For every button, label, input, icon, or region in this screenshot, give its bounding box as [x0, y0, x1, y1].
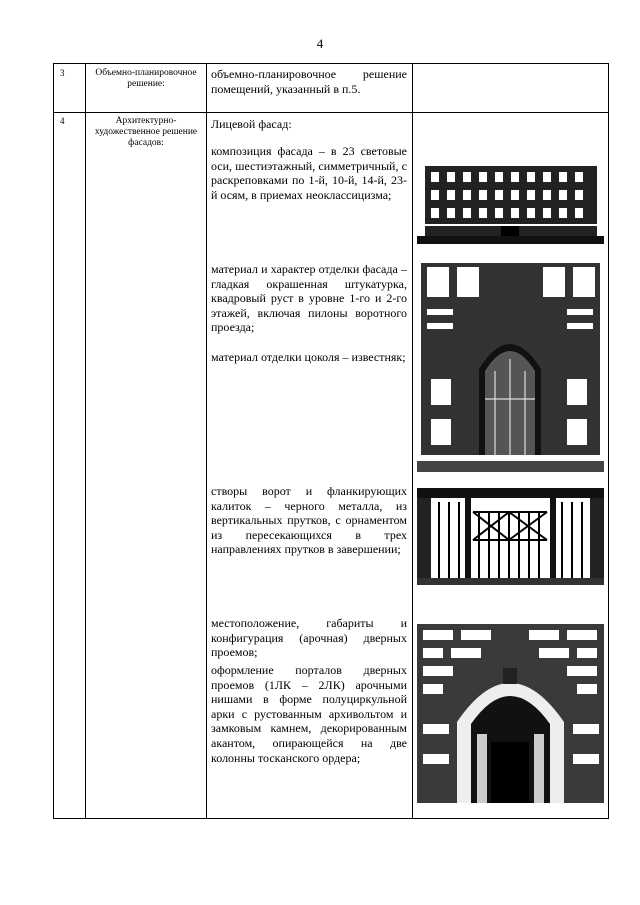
- row-label: Объемно-планировочное решение:: [95, 68, 197, 89]
- row-text: объемно-планировочное решение помещений, указанный в п.5.: [211, 67, 407, 96]
- list-item: местоположение, габариты и конфигурация (арочная) дверных проемов;: [211, 616, 407, 660]
- building-facade-photo-icon: [417, 146, 604, 244]
- iron-gate-photo-icon: [417, 488, 604, 585]
- list-item: оформление порталов дверных проемов (1ЛК – 2ЛК) арочными нишами в форме полуциркульной арки с рустованным архивольтом и замковым камнем, декорированным акантом, опирающейся на две колонны тосканского ордера;: [211, 663, 407, 765]
- list-item: композиция фасада – в 23 световые оси, шестиэтажный, симметричный, с раскреповками по 1-й, 10-й, 14-й, 23-й осям, в приемах неоклассицизма;: [211, 144, 407, 202]
- list-item: материал отделки цоколя – известняк;: [211, 350, 406, 364]
- list-item: материал и характер отделки фасада – гладкая окрашенная штукатурка, квадровый руст в уровне 1-го и 2-го этажей, включая пилоны воротного проезда;: [211, 262, 407, 335]
- row-number: 3: [60, 68, 65, 78]
- arched-portal-photo-icon: [417, 624, 604, 803]
- table-divider: [412, 63, 413, 819]
- page-number: 4: [316, 36, 324, 51]
- table-divider: [53, 112, 609, 113]
- section-heading: Лицевой фасад:: [211, 117, 292, 131]
- row-label: Архитектурно-художественное решение фасадов:: [94, 116, 198, 148]
- row-number: 4: [60, 116, 65, 126]
- gate-passage-photo-icon: [417, 259, 604, 472]
- table-divider: [85, 63, 86, 819]
- table-divider: [206, 63, 207, 819]
- list-item: створы ворот и фланкирующих калиток – черного металла, из вертикальных прутков, с орнаментом из пересекающихся в трех направлениях прутков в завершении;: [211, 484, 407, 557]
